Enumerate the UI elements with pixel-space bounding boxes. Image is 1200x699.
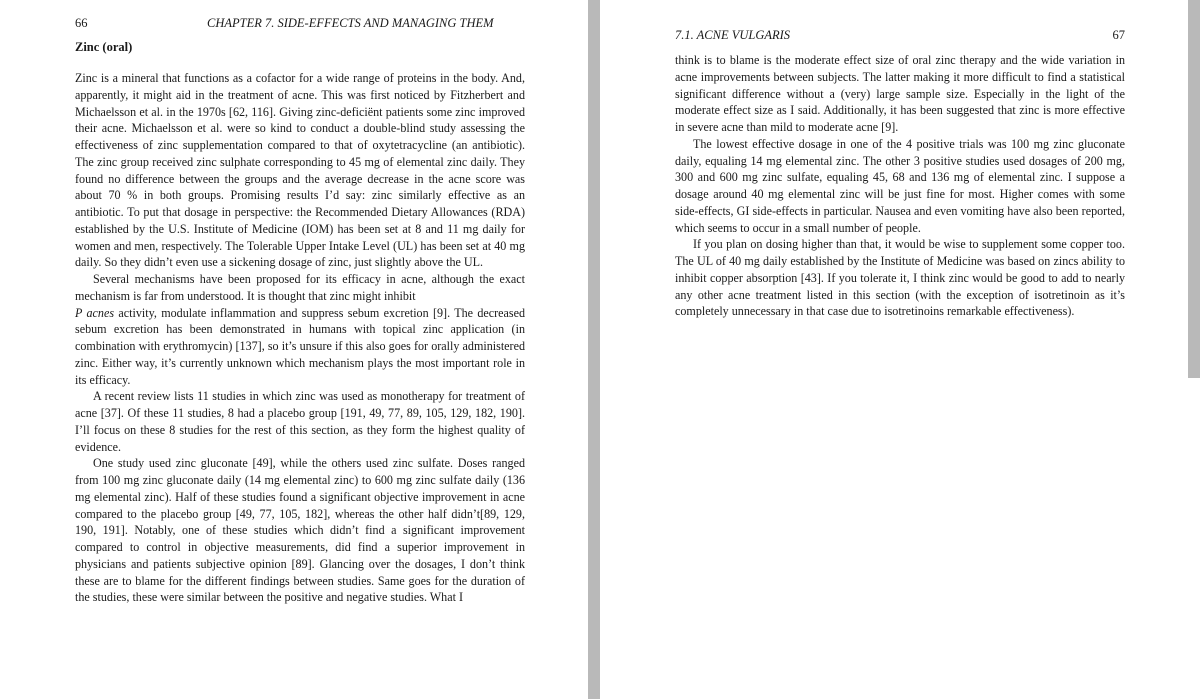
left-page: [0, 0, 588, 699]
italic-term: P acnes: [75, 305, 115, 320]
paragraph: Zinc is a mineral that functions as a cofactor for a wide range of proteins in the body. And, apparently, it might aid in the treatment of acne. This was first noticed by Fitzherbert and Michaelsson et al. in the 1970s [62, 116]. Giving zinc-deficiënt patients some zinc improved their acne. Michaelsson et al. were so kind to conduct a double-blind study assessing the effectiveness of zinc supplementation compared to that of oxytetracycline (an antibiotic). The zinc group received zinc sulphate corresponding to 45 mg of elemental zinc daily. They found no difference between the groups and the average decrease in the acne score was about 70 % in both groups. Promising results I’d say: zinc similarly effective as an antibiotic. To put that dosage in perspective: the Recommended Dietary Allowances (RDA) established by the U.S. Institute of Medicine (IOM) has been set at 8 and 11 mg daily for women and men, respectively. The Tolerable Upper Intake Level (UL) has been set at 40 mg daily. So they didn’t even use a sickening dosage of zinc, just slightly above the UL.: [75, 71, 525, 270]
viewer-background: [600, 378, 1200, 699]
paragraph: The lowest effective dosage in one of the 4 positive trials was 100 mg zinc gluconate daily, equaling 14 mg elemental zinc. The other 3 positive studies used dosages of 200 mg, 300 and 600 mg zinc sulfate, equaling 45, 68 and 136 mg of elemental zinc. I suppose a dosage around 40 mg elemental zinc will be just fine for most. Higher comes with some side-effects, GI side-effects in particular. Nausea and even vomiting have also been reported, which seems to occur in a small number of people.: [675, 136, 1125, 235]
paragraph: A recent review lists 11 studies in which zinc was used as monotherapy for treatment of acne [37]. Of these 11 studies, 8 had a placebo group [191, 49, 77, 89, 105, 129, 182, 190]. I’ll focus on these 8 studies for the rest of this section, as they form the highest quality of evidence.: [75, 389, 525, 454]
left-running-header: CHAPTER 7. SIDE-EFFECTS AND MANAGING THEM: [207, 16, 494, 30]
left-page-number: 66: [75, 16, 88, 30]
page-gap: [588, 0, 600, 699]
right-page: [600, 0, 1188, 378]
paragraph: think is to blame is the moderate effect size of oral zinc therapy and the wide variation in acne improvements between subjects. The latter making it more difficult to find a statistical significant difference without a (very) large sample size. Especially in the light of the moderate effect size as I said. Additionally, it has been suggested that zinc is more effective in severe acne than mild to moderate acne [9].: [675, 53, 1125, 134]
section-heading: Zinc (oral): [75, 40, 133, 54]
right-page-number: 67: [1112, 28, 1125, 42]
right-page-body: [675, 52, 1125, 320]
paragraph: If you plan on dosing higher than that, it would be wise to supplement some copper too. The UL of 40 mg daily established by the Institute of Medicine was based on zincs ability to inhibit copper absorption [43]. If you tolerate it, I think zinc would be good to add to nearly any other acne treatment listed in this section (with the exception of isotretinoin as it’s completely unnecessary in that case due to isotretinoins remarkable effectiveness).: [675, 237, 1125, 319]
paragraph: Several mechanisms have been proposed for its efficacy in acne, although the exact mechanism is far from understood. It is thought that zinc might inhibit P acnes activity, modulate inflammation and suppress sebum excretion [9]. The decreased sebum excretion has been demonstrated in humans with topical zinc application (in combination with erythromycin) [137], so it’s unsure if this also goes for orally administered zinc. Either way, it’s currently unknown which mechanism plays the most important role in its efficacy.: [75, 272, 525, 387]
right-running-header: 7.1. ACNE VULGARIS: [675, 28, 791, 42]
paragraph: One study used zinc gluconate [49], while the others used zinc sulfate. Doses ranged from 100 mg zinc gluconate daily (14 mg elemental zinc) to 600 mg zinc sulfate daily (136 mg elemental zinc). Half of these studies found a significant objective improvement in acne compared to the placebo group [49, 77, 105, 182], whereas the other half didn’t[89, 129, 190, 191]. Notably, one of these studies which didn’t find a significant improvement compared to control in objective measurements, did find a superior improvement in physicians and patients subjective opinion [89]. Glancing over the dosages, I don’t think these are to blame for the different findings between studies. Same goes for the duration of the studies, these were similar between the positive and negative studies. What I: [75, 456, 525, 605]
scrollbar-track[interactable]: [1188, 0, 1200, 378]
left-page-body: [75, 70, 525, 606]
